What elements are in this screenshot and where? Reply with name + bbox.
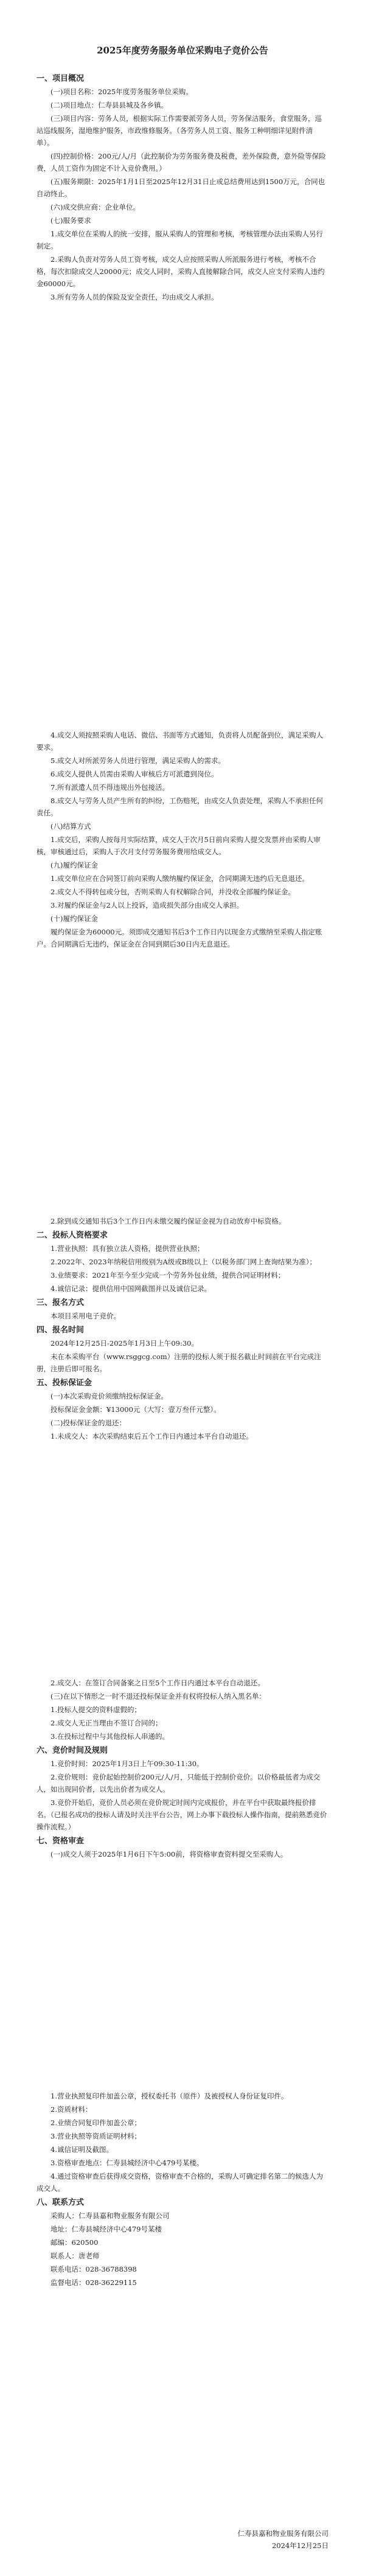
paragraph: (一)项目名称：2025年度劳务服务单位采购。 <box>50 87 193 96</box>
section-heading: 五、投标保证金 <box>36 1379 92 1388</box>
paragraph: 1.成交单位在采购人的统一安排，服从采购人的管理和考核，考核管理办法由采购人另行制定。 <box>36 230 323 250</box>
paragraph: 2.竞价规则：竞价起始控制价200元/人/月，只能低于控制价竞价。以价格最低者为成交人，如出现同价者，以先出价者为成交人。 <box>36 1773 321 1793</box>
paragraph: 2.成交人无正当理由不签订合同的； <box>50 1719 162 1727</box>
paragraph: (二)投标保证金的退还： <box>50 1419 126 1427</box>
paragraph: 2.成交人不得转包或分包，否则采购人有权解除合同，并没收全部履约保证金。 <box>50 888 295 896</box>
paragraph: 未在本采购平台（www.rsggcg.com）注册的投标人须于报名截止时间前在平台完成注册，注册后即可报名。 <box>36 1352 321 1373</box>
paragraph: (四)控制价格：200元/人/月（此控制价为劳务服务费及税费，差外保险费，意外险等保险费，人员工资作为固定不计入竞价费用。） <box>36 152 326 173</box>
paragraph: 5.成交人对所派劳务人员进行管理，满足采购人的需求。 <box>50 756 225 765</box>
paragraph: 3.所有劳务人员的保险及安全责任，均由成交人承担。 <box>50 293 218 301</box>
issuer-name: 仁寿县嘉和物业服务有限公司 <box>237 2529 328 2538</box>
paragraph: 2.2022年、2023年纳税信用级别为A级或B级以上（以税务部门网上查询结果为准）； <box>50 1258 317 1266</box>
contact-line: 采购人：仁寿县嘉和物业服务有限公司 <box>50 2211 170 2220</box>
section-review-contact <box>0 2090 365 2290</box>
issue-date: 2024年12月25日 <box>271 2541 328 2550</box>
paragraph: 1.营业执照：具有独立法人资格，提供营业执照； <box>50 1244 204 1253</box>
section-overview <box>0 72 365 304</box>
section-heading: 七、资格审查 <box>36 1837 85 1846</box>
page-title: 2025年度劳务服务单位采购电子竞价公告 <box>97 45 268 56</box>
section-heading: 三、报名方式 <box>36 1298 85 1307</box>
paragraph: 4.诚信证明及截图。 <box>50 2145 113 2154</box>
section-requirements-cont <box>0 729 365 951</box>
paragraph: 2.除到成交通知书后3个工作日内未缴交履约保证金视为自动放弃中标资格。 <box>50 1217 286 1225</box>
paragraph: (一)本次采购竞价须缴纳投标保证金。 <box>50 1392 168 1400</box>
contact-line: 监督电话：028-36229115 <box>50 2278 137 2287</box>
paragraph: 4.诚信记录：提供信用中国网截图并以及诚信记录。 <box>50 1284 211 1293</box>
section-qualifications <box>0 1215 365 1444</box>
paragraph: (三)在以下情形之一时不退还投标保证金并有权将投标人纳入黑名单： <box>50 1692 266 1701</box>
paragraph: (一)成交人须于2025年1月6日下午5:00前，将资格审查资料提交至采购人。 <box>50 1850 288 1858</box>
paragraph: 履约保证金为60000元。须即成交通知书后3个工作日内以现金方式缴纳至采购人指定账户。合同期满后无违约，保证金在合同到期后30日内无息退还。 <box>36 928 322 948</box>
paragraph: 7.所有派遣人员不得违规出外包接活。 <box>50 783 169 792</box>
paragraph: 6.成交人提供人员需由采购人审核后方可派遣到岗位。 <box>50 770 218 778</box>
paragraph: 2.成交人：在签订合同备案之日至5个工作日内通过本平台自动退还。 <box>50 1679 265 1687</box>
paragraph: 3.对履约保证金与2人以上投诉，造成损失部分由成交人承担。 <box>50 901 244 909</box>
section-heading: 二、投标人资格要求 <box>36 1231 108 1240</box>
paragraph: (九)履约保证金 <box>50 861 98 869</box>
paragraph: 1.营业执照复印件加盖公章，授权委托书（原件）及被授权人身份证复印件。 <box>50 2092 288 2100</box>
contact-line: 地址：仁寿县城经济中心479号某楼 <box>50 2225 162 2233</box>
paragraph: 8.成交人与劳务人员产生所有的纠纷，工伤赔死，由成交人负责处理，采购人不承担任何责任。 <box>36 796 323 817</box>
paragraph: (八)结算方式 <box>50 822 91 831</box>
paragraph: 1.竞价时间：2025年1月3日上午09:30-11:30。 <box>50 1759 204 1768</box>
paragraph: 1.成交后，采购人按每月实际结算，成交人于次月5日前向采购人提交发票并由采购人审核，审核通过后，采购人于次月支付劳务服务费用给成交人。 <box>36 835 321 856</box>
signature-block <box>0 2527 365 2552</box>
contact-line: 联系电话：028-36788398 <box>50 2265 137 2273</box>
paragraph: 2024年12月25日-2025年1月3日上午09:30。 <box>50 1339 198 1348</box>
paragraph: 投标保证金金额：¥13000元（大写：壹万叁仟元整）。 <box>50 1405 221 1414</box>
paragraph: 1.成交单位应在合同签订前向采购人缴纳履约保证金，合同期满无违约后无息退还。 <box>50 874 309 883</box>
paragraph: (五)服务期限：2025年1月1日至2025年12月31日止或总结费用达到1500万元，合同也自动终止。 <box>36 177 325 198</box>
contact-line: 邮编：620500 <box>50 2238 99 2247</box>
paragraph: 3.竞价开始后，竞价人员必须在竞价规定时间内完成报价，并在平台中获取最终报价排名。（已报名成功的投标人请及时关注平台公告，网上办事下载投标人操作指南，提前熟悉竞价操作流程。） <box>36 1798 327 1831</box>
paragraph: (六)成交供应商：企业单位。 <box>50 203 140 211</box>
paragraph: (十)履约保证金 <box>50 914 98 923</box>
paragraph: (三)项目内容：劳务人员，根据实际工作需要派劳务人员，劳务保洁服务，食堂服务，巡站巡线服务，湿地维护服务，市政维修服务。（各劳务人员工资、服务工种明细详见附件清单）。 <box>36 114 322 147</box>
paragraph: 1.未成交人：本次采购结束后五个工作日内通过本平台自动退还。 <box>50 1432 253 1440</box>
contact-line: 联系人：唐老师 <box>50 2252 100 2260</box>
section-heading: 一、项目概况 <box>36 74 85 83</box>
paragraph: 3.在投标过程中与其他投标人串通的。 <box>50 1732 169 1741</box>
section-heading: 六、竞价时间及规则 <box>36 1746 108 1755</box>
paragraph: (二)项目地点：仁寿县县城及各乡镇。 <box>50 101 168 109</box>
paragraph: 3.营业执照等资质证明材料； <box>50 2132 141 2140</box>
paragraph: 本项目采用电子竞价。 <box>50 1312 120 1320</box>
section-heading: 四、报名时间 <box>36 1326 85 1335</box>
section-bidding <box>0 1677 365 1862</box>
paragraph: 4.通过资格审查后获得成交资格，资格审查不合格的，采购人可确定排名第二的候选人为成交人。 <box>36 2172 323 2193</box>
paragraph: (七)服务要求 <box>50 216 91 225</box>
paragraph: 2.业绩合同复印件加盖公章； <box>50 2119 141 2127</box>
paragraph: 4.成交人须按照采购人电话、微信、书面等方式通知，负责将人员配备到位，满足采购人要求。 <box>36 731 323 752</box>
paragraph: 3.资格审查地点：仁寿县城经济中心479号某楼。 <box>50 2159 204 2167</box>
paragraph: 1.投标人提交的资料虚假的； <box>50 1705 141 1714</box>
paragraph: 3.业绩要求：2021年至今至少完成一个劳务外包业绩，提供合同证明材料； <box>50 1271 285 1279</box>
section-heading: 八、联系方式 <box>36 2198 85 2207</box>
paragraph: 2.资质材料： <box>50 2105 92 2114</box>
paragraph: 2.采购人负责对劳务人员工资考核，成交人应按照采购人所派服务进行考核，考核不合格，每次扣除成交人20000元；成交人同时，采购人直接解除合同，成交人应支付采购人违约金60000元。 <box>36 255 325 288</box>
